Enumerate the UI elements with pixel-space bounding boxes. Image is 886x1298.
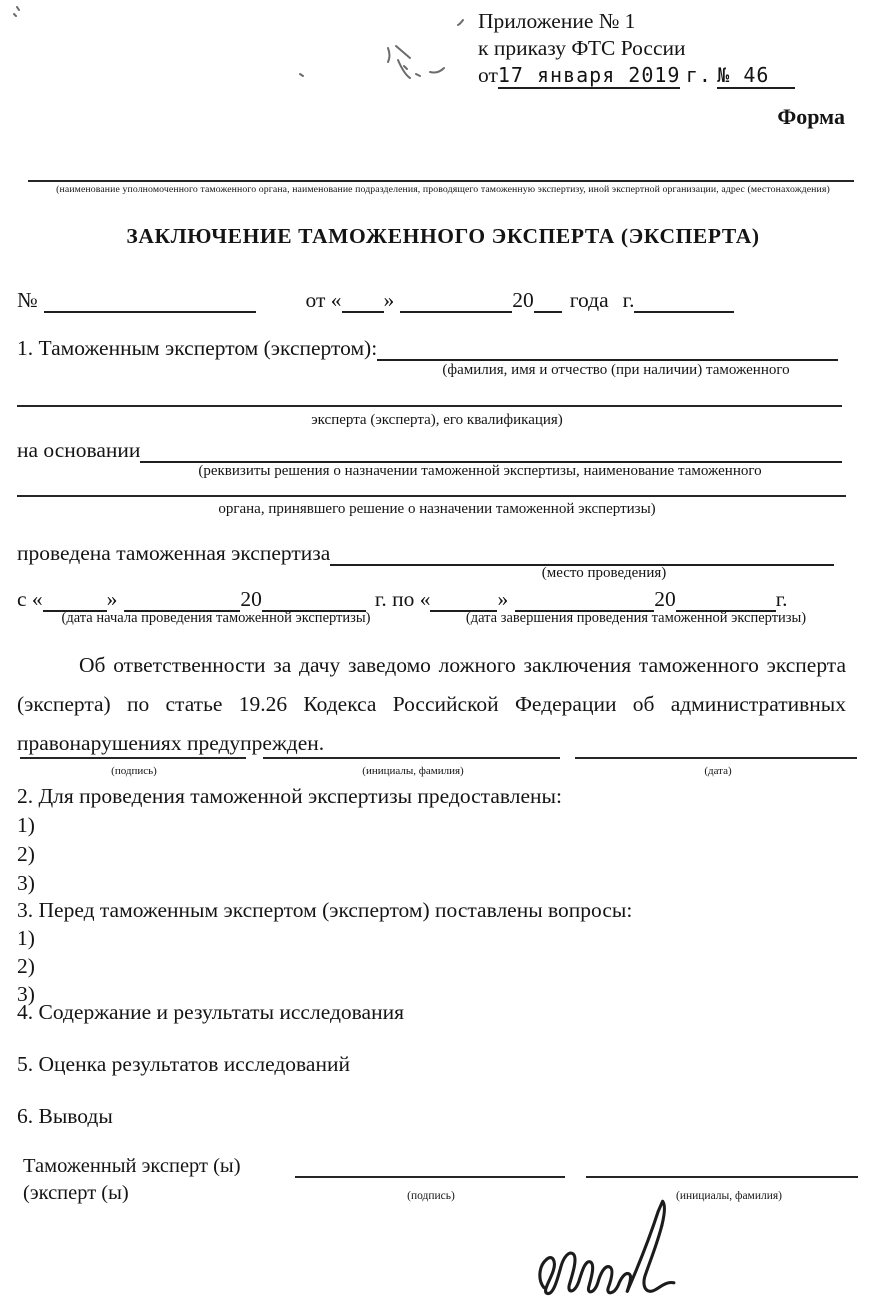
- quote-close: »: [383, 288, 395, 312]
- start-quote-close: »: [106, 587, 118, 611]
- appendix-year-letter: г.: [685, 63, 712, 87]
- handwritten-signature: [529, 1194, 694, 1298]
- appendix-block: [478, 8, 795, 89]
- number-blank: [44, 290, 256, 314]
- section-6-heading: 6. Выводы: [17, 1104, 113, 1128]
- section-2-item-1: 1): [17, 813, 35, 837]
- date-from-label: с «: [17, 587, 43, 611]
- order-date-value: 17 января 2019: [497, 63, 681, 87]
- end-g-label: г.: [775, 587, 788, 611]
- expert-row: [17, 336, 838, 361]
- footer-expert-labels: [23, 1153, 241, 1207]
- basis-fill-line-2: [17, 495, 846, 497]
- document-title: ЗАКЛЮЧЕНИЕ ТАМОЖЕННОГО ЭКСПЕРТА (ЭКСПЕРТА): [126, 224, 760, 248]
- end-day-blank: [430, 589, 497, 613]
- start-day-blank: [43, 589, 107, 613]
- section-5-heading: 5. Оценка результатов исследований: [17, 1052, 350, 1076]
- start-month-blank: [124, 589, 240, 613]
- conducted-blank: [330, 543, 834, 567]
- date-to-label: г. по «: [374, 587, 431, 611]
- end-quote-close: »: [497, 587, 509, 611]
- expert-blank: [377, 338, 838, 362]
- dates-row: [17, 587, 787, 612]
- ack-date-line: [575, 757, 857, 759]
- footer-expert-line-1: Таможенный эксперт (ы): [23, 1155, 241, 1177]
- basis-caption-1: (реквизиты решения о назначении таможенной экспертизы, наименование таможенного: [198, 463, 762, 479]
- appendix-date-prefix: от: [478, 63, 498, 87]
- month-blank: [400, 290, 512, 314]
- footer-expert-line-2: (эксперт (ы): [23, 1182, 129, 1204]
- section-4-heading: 4. Содержание и результаты исследования: [17, 1000, 404, 1024]
- expert-label: 1. Таможенным экспертом (экспертом):: [17, 336, 378, 360]
- responsibility-paragraph: Об ответственности за дачу заведомо ложного заключения таможенного эксперта (эксперта) по статье 19.26 Кодекса Российской Федерации об административных правонарушениях предупрежден.: [17, 653, 846, 755]
- date-start-caption: (дата начала проведения таможенной экспертизы): [61, 610, 371, 626]
- number-date-row: [17, 288, 734, 313]
- year-word: года: [569, 288, 609, 312]
- conducted-label: проведена таможенная экспертиза: [17, 541, 331, 565]
- section-3-item-3: 3): [17, 982, 35, 1006]
- city-letter: г.: [622, 288, 635, 312]
- basis-blank: [140, 440, 842, 464]
- place-caption: (место проведения): [541, 565, 667, 581]
- footer-name-caption: (инициалы, фамилия): [675, 1190, 783, 1202]
- ack-name-line: [263, 757, 560, 759]
- date-end-caption: (дата завершения проведения таможенной экспертизы): [465, 610, 807, 626]
- conducted-row: [17, 541, 834, 566]
- organization-fill-line: [28, 180, 854, 182]
- basis-label: на основании: [17, 438, 141, 462]
- footer-sign-line: [295, 1176, 565, 1178]
- section-2-item-2: 2): [17, 842, 35, 866]
- expert-caption-2: эксперта (эксперта), его квалификация): [311, 412, 563, 428]
- start-year-20: 20: [240, 587, 262, 611]
- appendix-line-3: [478, 62, 795, 89]
- section-3-heading: 3. Перед таможенным экспертом (экспертом) поставлены вопросы:: [17, 898, 633, 922]
- form-label: Форма: [777, 104, 845, 129]
- order-number-value: № 46: [717, 63, 795, 89]
- ack-sign-caption: (подпись): [111, 765, 157, 777]
- ack-name-caption: (инициалы, фамилия): [362, 765, 464, 777]
- from-label: от «: [305, 288, 342, 312]
- section-2-item-3: 3): [17, 871, 35, 895]
- year-blank: [534, 290, 562, 314]
- basis-row: [17, 438, 842, 463]
- day-blank: [342, 290, 384, 314]
- ack-sign-line: [20, 757, 246, 759]
- basis-caption-2: органа, принявшего решение о назначении таможенной экспертизы): [218, 501, 656, 517]
- appendix-line-2: к приказу ФТС России: [478, 36, 686, 60]
- ack-date-caption: (дата): [704, 765, 732, 777]
- appendix-line-1: Приложение № 1: [478, 9, 636, 33]
- footer-name-line: [586, 1176, 858, 1178]
- number-sign: №: [17, 288, 38, 312]
- footer-sign-caption: (подпись): [407, 1190, 455, 1202]
- expert-caption-1: (фамилия, имя и отчество (при наличии) таможенного: [442, 362, 790, 378]
- end-year-20: 20: [654, 587, 676, 611]
- section-3-item-1: 1): [17, 926, 35, 950]
- city-blank: [634, 290, 734, 314]
- expert-fill-line-2: [17, 405, 842, 407]
- organization-caption: (наименование уполномоченного таможенного органа, наименование подразделения, проводящего таможенную экспертизу, иной экспертной организации, адрес (местонахождения): [56, 184, 830, 195]
- section-2-heading: 2. Для проведения таможенной экспертизы предоставлены:: [17, 784, 562, 808]
- start-year-blank: [262, 589, 366, 613]
- end-year-blank: [676, 589, 776, 613]
- year-20: 20: [512, 288, 534, 312]
- end-month-blank: [515, 589, 654, 613]
- section-3-item-2: 2): [17, 954, 35, 978]
